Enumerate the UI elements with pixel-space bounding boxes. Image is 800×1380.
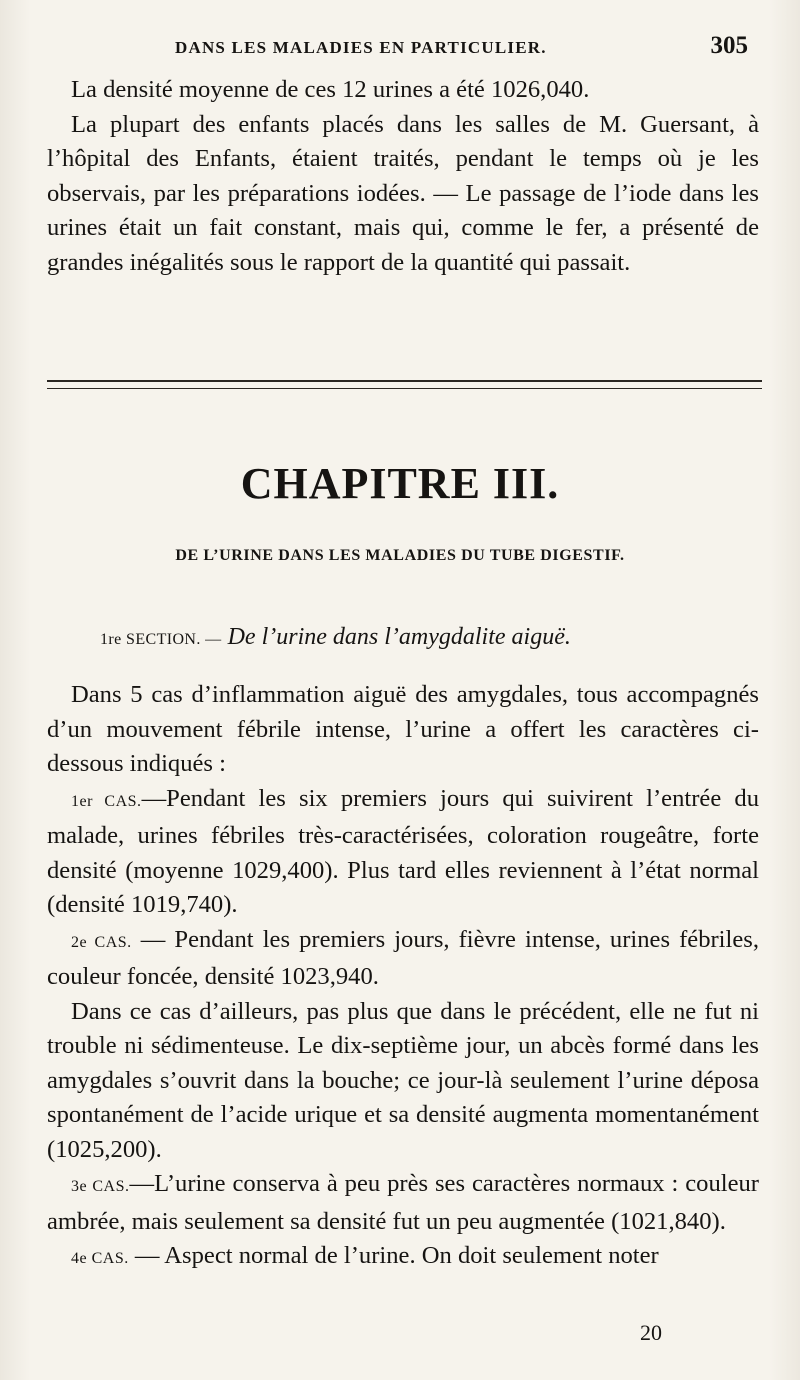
paragraph-intro: Dans 5 cas d’inflammation aiguë des amygdales, tous accompagnés d’un mouvement fébrile intense, l’urine a offert les caractères ci-dessous indiqués : <box>47 681 759 777</box>
section-number: 1re SECTION. — <box>100 631 222 648</box>
section-divider <box>47 380 762 389</box>
paragraph-density: La densité moyenne de ces 12 urines a été 1026,040. <box>71 76 590 103</box>
case-3-label: 3e CAS. <box>71 1178 130 1195</box>
running-head <box>70 32 760 66</box>
section-title: De l’urine dans l’amygdalite aiguë. <box>227 624 571 650</box>
case-4-text: — Aspect normal de l’urine. On doit seulement noter <box>134 1242 659 1269</box>
paragraph-case-2 <box>47 923 759 995</box>
case-1-label: 1er CAS. <box>71 792 142 810</box>
paragraph-case-1 <box>47 782 759 923</box>
running-head-title: DANS LES MALADIES EN PARTICULIER. <box>175 38 547 57</box>
text-block-main <box>47 678 759 1277</box>
case-1-text: —Pendant les six premiers jours qui suivirent l’entrée du malade, urines fébriles très-caractérisées, coloration rougeâtre, forte densité (moyenne 1029,400). Plus tard elles reviennent à l’état normal (densité 1019,740). <box>47 784 759 918</box>
text-block-top <box>47 73 759 280</box>
case-4-label: 4e CAS. <box>71 1250 129 1267</box>
paragraph-case-2-follow: Dans ce cas d’ailleurs, pas plus que dans le précédent, elle ne fut ni trouble ni sédimenteuse. Le dix-septième jour, un abcès formé dans les amygdales s’ouvrit dans la bouche; ce jour-là seulement l’urine déposa spontanément de l’acide urique et sa densité augmenta momentanément (1025,200). <box>47 997 759 1163</box>
case-3-text: —L’urine conserva à peu près ses caractères normaux : couleur ambrée, mais seulement sa densité fut un peu augmentée (1021,840). <box>47 1170 759 1235</box>
chapter-title: CHAPITRE III. <box>240 459 560 508</box>
paragraph-case-4 <box>47 1239 759 1277</box>
signature-mark: 20 <box>640 1320 662 1345</box>
chapter-subtitle: DE L’URINE DANS LES MALADIES DU TUBE DIGESTIF. <box>175 547 625 564</box>
paragraph-case-3 <box>47 1167 759 1239</box>
section-heading <box>100 624 720 651</box>
case-2-text: — Pendant les premiers jours, fièvre intense, urines fébriles, couleur foncée, densité 1023,940. <box>47 925 759 990</box>
page-number: 305 <box>710 32 748 59</box>
paragraph-iodine: La plupart des enfants placés dans les salles de M. Guersant, à l’hôpital des Enfants, étaient traités, pendant le temps où je les observais, par les préparations iodées. — Le passage de l’iode dans les urines était un fait constant, mais qui, comme le fer, a présenté de grandes inégalités sous le rapport de la quantité qui passait. <box>47 110 759 276</box>
case-2-label: 2e CAS. <box>71 933 132 951</box>
